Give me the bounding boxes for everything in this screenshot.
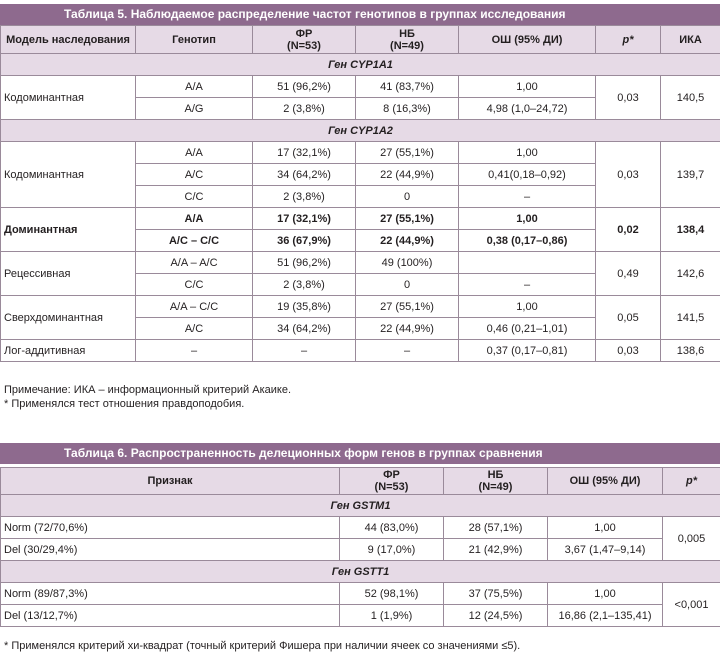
header-or: ОШ (95% ДИ): [459, 26, 596, 54]
table6-header-row: [1, 468, 720, 495]
or-cell: 1,00: [459, 208, 596, 230]
genotype-cell: A/A – A/C: [136, 252, 253, 274]
header-fr-label: ФР: [295, 27, 313, 40]
genotype-cell: –: [136, 340, 253, 362]
or-cell: 4,98 (1,0–24,72): [459, 98, 596, 120]
nb-cell: –: [356, 340, 459, 362]
sign-cell: Del (13/12,7%): [1, 605, 340, 627]
fr-cell: 51 (96,2%): [253, 252, 356, 274]
nb-cell: 0: [356, 274, 459, 296]
gene-row-gstm1: [1, 495, 720, 517]
ika-cell: 138,6: [661, 340, 720, 362]
fr-cell: 36 (67,9%): [253, 230, 356, 252]
or-cell: 0,38 (0,17–0,86): [459, 230, 596, 252]
or-cell: –: [459, 274, 596, 296]
fr-cell: –: [253, 340, 356, 362]
genotype-cell: A/C – C/C: [136, 230, 253, 252]
nb-cell: 22 (44,9%): [356, 230, 459, 252]
or-cell: 0,41(0,18–0,92): [459, 164, 596, 186]
genotype-cell: A/G: [136, 98, 253, 120]
or-cell: 1,00: [548, 517, 663, 539]
nb-cell: 49 (100%): [356, 252, 459, 274]
genotype-cell: A/A – C/C: [136, 296, 253, 318]
model-cell: Доминантная: [1, 208, 136, 252]
ika-cell: 140,5: [661, 76, 720, 120]
nb-cell: 27 (55,1%): [356, 296, 459, 318]
header-nb: [444, 468, 548, 495]
ika-cell: 142,6: [661, 252, 720, 296]
gene-row-cyp1a2: [1, 120, 720, 142]
header-nb: [356, 26, 459, 54]
p-cell: 0,03: [596, 76, 661, 120]
table5-header-row: [1, 26, 720, 54]
table-row: [1, 252, 720, 274]
fr-cell: 19 (35,8%): [253, 296, 356, 318]
header-genotype: Генотип: [136, 26, 253, 54]
sign-cell: Norm (72/70,6%): [1, 517, 340, 539]
table-row: [1, 583, 720, 605]
gene-row-gstt1: [1, 561, 720, 583]
header-ika: ИКА: [661, 26, 720, 54]
table6-footnote: * Применялся критерий хи-квадрат (точный критерий Фишера при наличии ячеек со значениями ≤5).: [4, 640, 521, 652]
header-fr-n: (N=53): [374, 481, 409, 493]
genotype-cell: C/C: [136, 186, 253, 208]
p-cell: 0,49: [596, 252, 661, 296]
fr-cell: 17 (32,1%): [253, 208, 356, 230]
model-cell: Сверхдоминантная: [1, 296, 136, 340]
header-p: p*: [596, 26, 661, 54]
nb-cell: 28 (57,1%): [444, 517, 548, 539]
table5: [0, 25, 720, 362]
gene-label: Ген CYP1A1: [1, 54, 720, 76]
nb-cell: 41 (83,7%): [356, 76, 459, 98]
nb-cell: 22 (44,9%): [356, 164, 459, 186]
genotype-cell: A/A: [136, 142, 253, 164]
or-cell: 1,00: [459, 76, 596, 98]
model-cell: Рецессивная: [1, 252, 136, 296]
model-cell: Кодоминантная: [1, 142, 136, 208]
header-sign: Признак: [1, 468, 340, 495]
fr-cell: 9 (17,0%): [340, 539, 444, 561]
model-cell: Кодоминантная: [1, 76, 136, 120]
or-cell: 0,46 (0,21–1,01): [459, 318, 596, 340]
sign-cell: Del (30/29,4%): [1, 539, 340, 561]
table-row: [1, 340, 720, 362]
nb-cell: 22 (44,9%): [356, 318, 459, 340]
header-or: ОШ (95% ДИ): [548, 468, 663, 495]
nb-cell: 27 (55,1%): [356, 142, 459, 164]
model-cell: Лог-аддитивная: [1, 340, 136, 362]
nb-cell: 12 (24,5%): [444, 605, 548, 627]
table-row: [1, 539, 720, 561]
p-cell: 0,02: [596, 208, 661, 252]
fr-cell: 2 (3,8%): [253, 274, 356, 296]
header-fr-label: ФР: [383, 469, 400, 481]
header-nb-label: НБ: [399, 27, 415, 40]
ika-cell: 141,5: [661, 296, 720, 340]
table-row: [1, 76, 720, 98]
header-fr: [253, 26, 356, 54]
p-cell: 0,03: [596, 142, 661, 208]
nb-cell: 21 (42,9%): [444, 539, 548, 561]
ika-cell: 138,4: [661, 208, 720, 252]
header-fr-n: (N=53): [287, 39, 321, 52]
header-fr: [340, 468, 444, 495]
or-cell: 0,37 (0,17–0,81): [459, 340, 596, 362]
genotype-cell: A/A: [136, 76, 253, 98]
fr-cell: 2 (3,8%): [253, 186, 356, 208]
p-cell: 0,03: [596, 340, 661, 362]
or-cell: 1,00: [548, 583, 663, 605]
fr-cell: 51 (96,2%): [253, 76, 356, 98]
table6: [0, 467, 720, 627]
nb-cell: 37 (75,5%): [444, 583, 548, 605]
gene-row-cyp1a1: [1, 54, 720, 76]
fr-cell: 52 (98,1%): [340, 583, 444, 605]
or-cell: –: [459, 186, 596, 208]
table6-title: Таблица 6. Распространенность делеционных форм генов в группах сравнения: [0, 443, 720, 464]
or-cell: [459, 252, 596, 274]
table-row: [1, 296, 720, 318]
table5-note: Примечание: ИКА – информационный критерий Акаике.: [4, 384, 291, 396]
table-row: [1, 605, 720, 627]
fr-cell: 44 (83,0%): [340, 517, 444, 539]
genotype-cell: C/C: [136, 274, 253, 296]
or-cell: 16,86 (2,1–135,41): [548, 605, 663, 627]
header-nb-label: НБ: [487, 469, 504, 481]
or-cell: 3,67 (1,47–9,14): [548, 539, 663, 561]
fr-cell: 34 (64,2%): [253, 164, 356, 186]
header-nb-n: (N=49): [478, 481, 513, 493]
ika-cell: 139,7: [661, 142, 720, 208]
or-cell: 1,00: [459, 142, 596, 164]
fr-cell: 2 (3,8%): [253, 98, 356, 120]
p-cell: 0,005: [663, 517, 720, 561]
nb-cell: 8 (16,3%): [356, 98, 459, 120]
genotype-cell: A/C: [136, 318, 253, 340]
nb-cell: 27 (55,1%): [356, 208, 459, 230]
table-row: [1, 208, 720, 230]
fr-cell: 17 (32,1%): [253, 142, 356, 164]
gene-label: Ген GSTM1: [1, 495, 720, 517]
or-cell: 1,00: [459, 296, 596, 318]
table5-footnote: * Применялся тест отношения правдоподобия.: [4, 398, 245, 410]
gene-label: Ген GSTT1: [1, 561, 720, 583]
table-row: [1, 142, 720, 164]
fr-cell: 1 (1,9%): [340, 605, 444, 627]
gene-label: Ген CYP1A2: [1, 120, 720, 142]
p-cell: 0,05: [596, 296, 661, 340]
header-model: Модель наследования: [1, 26, 136, 54]
nb-cell: 0: [356, 186, 459, 208]
header-nb-n: (N=49): [390, 39, 424, 52]
fr-cell: 34 (64,2%): [253, 318, 356, 340]
p-cell: <0,001: [663, 583, 720, 627]
header-p: p*: [663, 468, 720, 495]
table5-title: Таблица 5. Наблюдаемое распределение частот генотипов в группах исследования: [0, 4, 720, 25]
sign-cell: Norm (89/87,3%): [1, 583, 340, 605]
table-row: [1, 517, 720, 539]
genotype-cell: A/A: [136, 208, 253, 230]
genotype-cell: A/C: [136, 164, 253, 186]
